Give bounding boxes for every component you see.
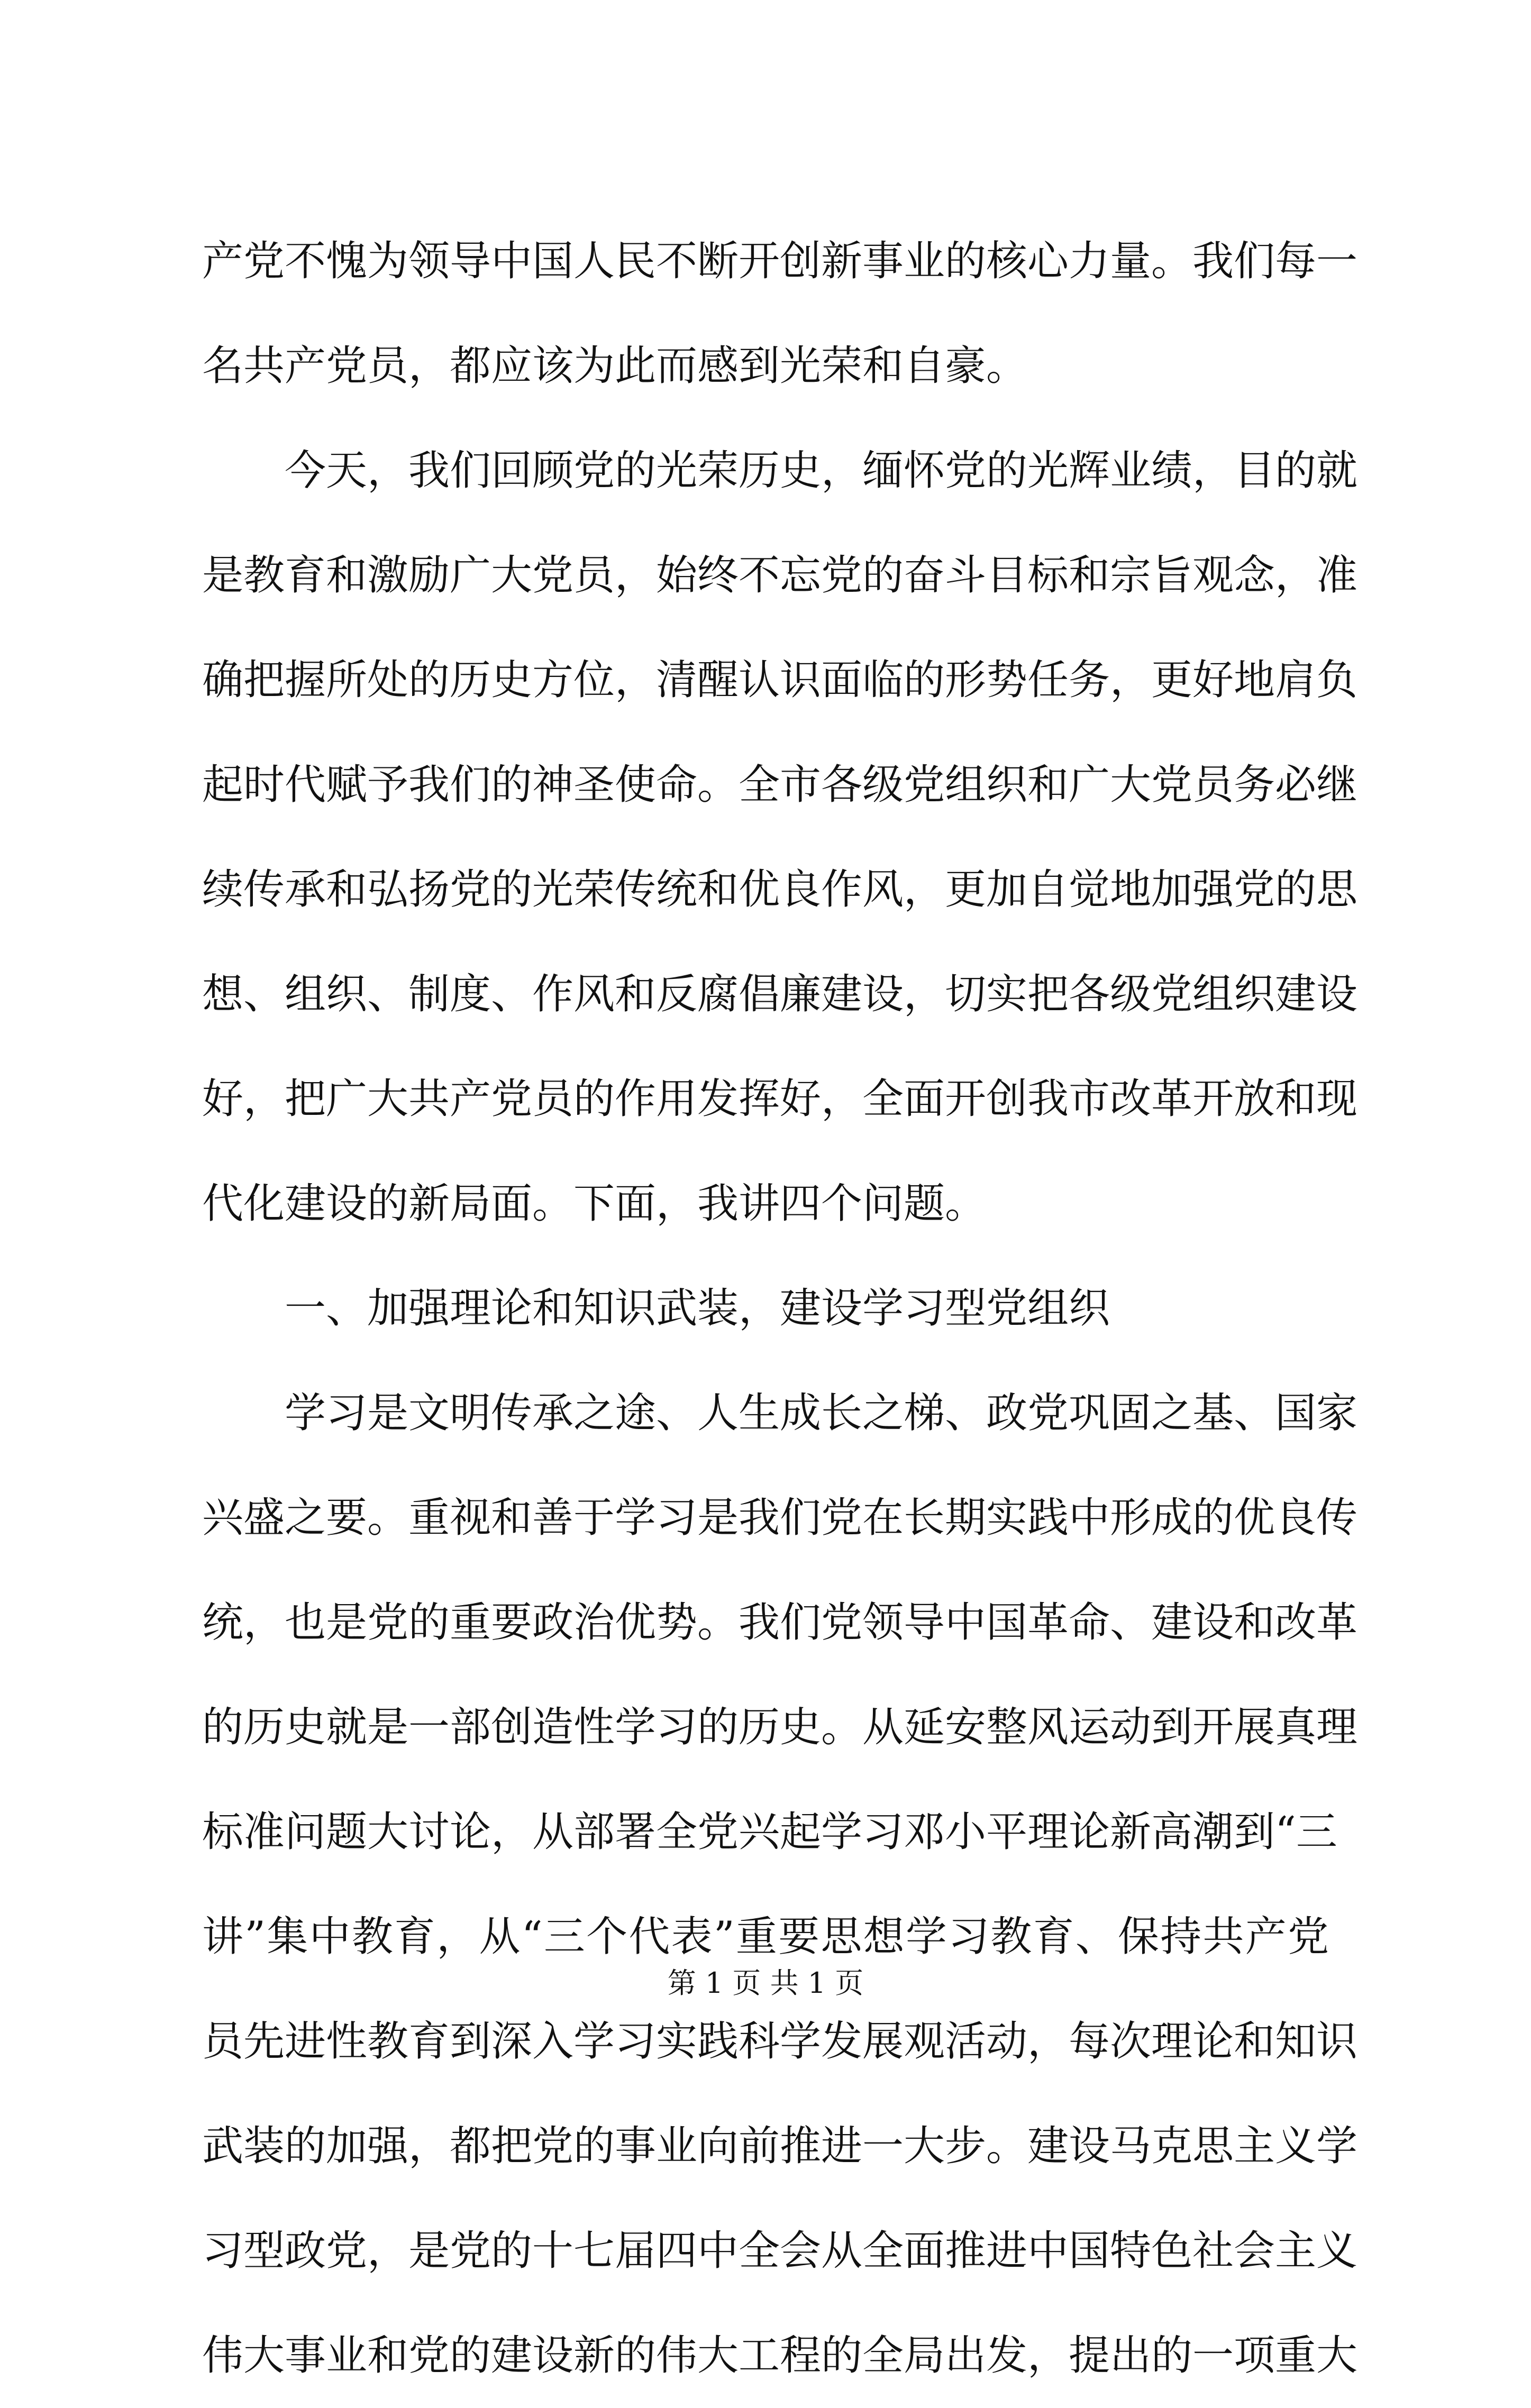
text-line: 代化建设的新局面。下面，我讲四个问题。 — [202, 1180, 987, 1228]
text-line: 名共产党员，都应该为此而感到光荣和自豪。 — [202, 342, 1028, 390]
text-line: 续传承和弘扬党的光荣传统和优良作风，更加自觉地加强党的思 — [202, 866, 1358, 913]
section-heading: 一、加强理论和知识武装，建设学习型党组织 — [202, 1285, 1110, 1332]
page-footer: 第 1 页 共 1 页 — [667, 1966, 864, 2000]
text-line: 产党不愧为领导中国人民不断开创新事业的核心力量。我们每一 — [202, 237, 1358, 285]
text-line: 起时代赋予我们的神圣使命。全市各级党组织和广大党员务必继 — [202, 761, 1358, 809]
body-text — [202, 209, 1358, 2408]
text-line: 统，也是党的重要政治优势。我们党领导中国革命、建设和改革 — [202, 1599, 1358, 1646]
text-line: 习型政党，是党的十七届四中全会从全面推进中国特色社会主义 — [202, 2227, 1358, 2275]
text-line: 学习是文明传承之途、人生成长之梯、政党巩固之基、国家 — [202, 1389, 1358, 1437]
text-line: 兴盛之要。重视和善于学习是我们党在长期实践中形成的优良传 — [202, 1494, 1358, 1542]
text-line: 的历史就是一部创造性学习的历史。从延安整风运动到开展真理 — [202, 1704, 1358, 1751]
text-line: 是教育和激励广大党员，始终不忘党的奋斗目标和宗旨观念，准 — [202, 552, 1358, 599]
text-line: 员先进性教育到深入学习实践科学发展观活动，每次理论和知识 — [202, 2018, 1358, 2065]
text-line: 武装的加强，都把党的事业向前推进一大步。建设马克思主义学 — [202, 2122, 1358, 2170]
text-line: 伟大事业和党的建设新的伟大工程的全局出发，提出的一项重大 — [202, 2332, 1358, 2379]
text-line: 确把握所处的历史方位，清醒认识面临的形势任务，更好地肩负 — [202, 656, 1358, 704]
text-line: 标准问题大讨论，从部署全党兴起学习邓小平理论新高潮到“三 — [202, 1808, 1337, 1856]
text-line: 好，把广大共产党员的作用发挥好，全面开创我市改革开放和现 — [202, 1075, 1358, 1123]
text-line: 今天，我们回顾党的光荣历史，缅怀党的光辉业绩，目的就 — [202, 447, 1358, 495]
text-line: 讲”集中教育，从“三个代表”重要思想学习教育、保持共产党 — [202, 1913, 1329, 1961]
text-line: 想、组织、制度、作风和反腐倡廉建设，切实把各级党组织建设 — [202, 970, 1358, 1018]
